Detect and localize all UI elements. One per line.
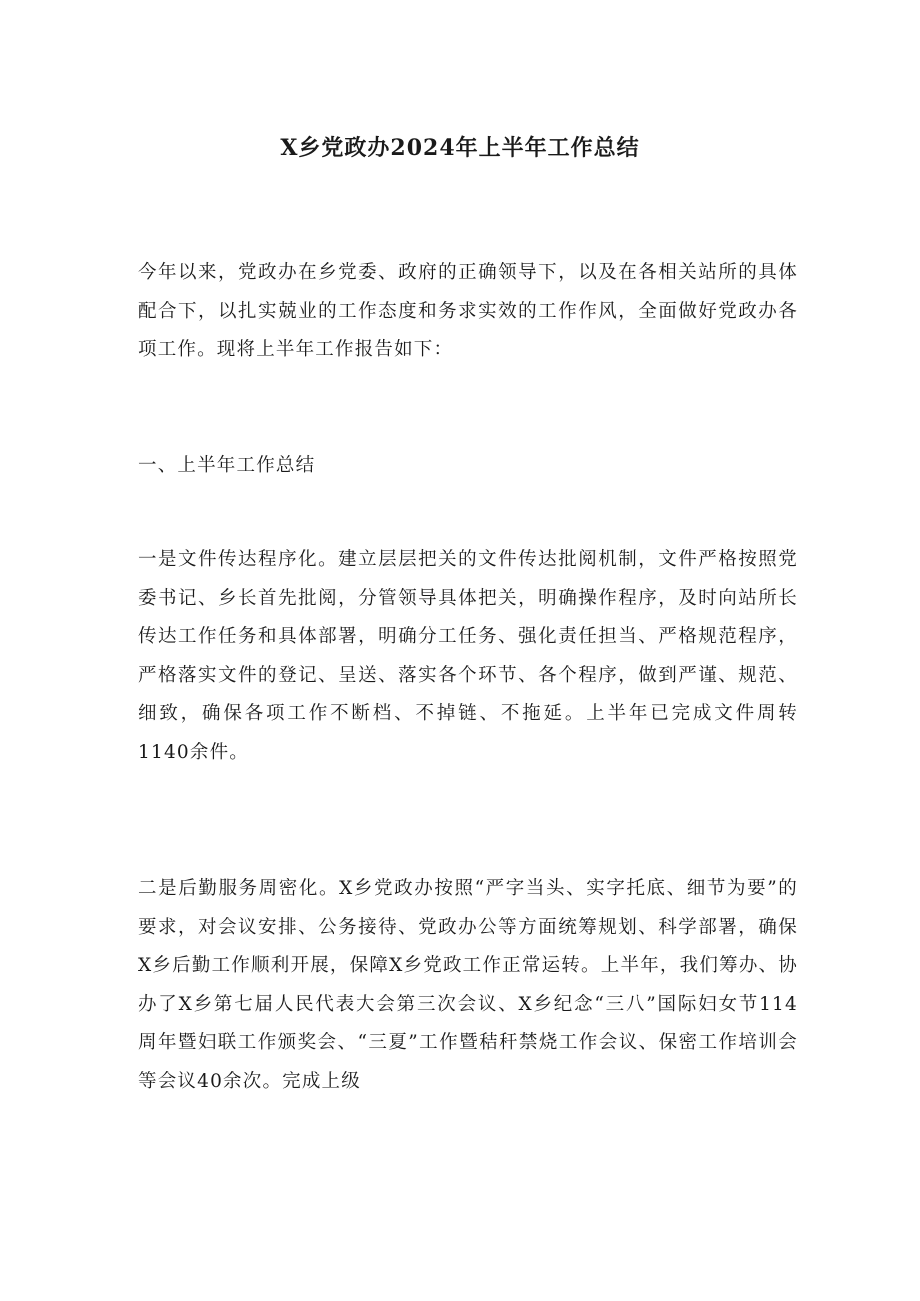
- section-heading: 一、上半年工作总结: [138, 455, 316, 476]
- document-title: X乡党政办2024年上半年工作总结: [280, 135, 640, 161]
- item-one-paragraph: 一是文件传达程序化。建立层层把关的文件传达批阅机制，文件严格按照党委书记、乡长首先批阅，分管领导具体把关，明确操作程序，及时向站所长传达工作任务和具体部署，明确分工任务、强化责任担当、严格规范程序，严格落实文件的登记、呈送、落实各个环节、各个程序，做到严谨、规范、细致，确保各项工作不断档、不掉链、不拖延。上半年已完成文件周转1140余件。: [138, 549, 798, 763]
- intro-paragraph: 今年以来，党政办在乡党委、政府的正确领导下，以及在各相关站所的具体配合下，以扎实兢业的工作态度和务求实效的工作作风，全面做好党政办各项工作。现将上半年工作报告如下：: [138, 262, 798, 360]
- item-two-paragraph: 二是后勤服务周密化。X乡党政办按照“严字当头、实字托底、细节为要”的要求，对会议安排、公务接待、党政办公等方面统筹规划、科学部署，确保X乡后勤工作顺利开展，保障X乡党政工作正常运转。上半年，我们筹办、协办了X乡第七届人民代表大会第三次会议、X乡纪念“三八”国际妇女节114周年暨妇联工作颁奖会、“三夏”工作暨秸秆禁烧工作会议、保密工作培训会等会议40余次。完成上级: [138, 878, 798, 1092]
